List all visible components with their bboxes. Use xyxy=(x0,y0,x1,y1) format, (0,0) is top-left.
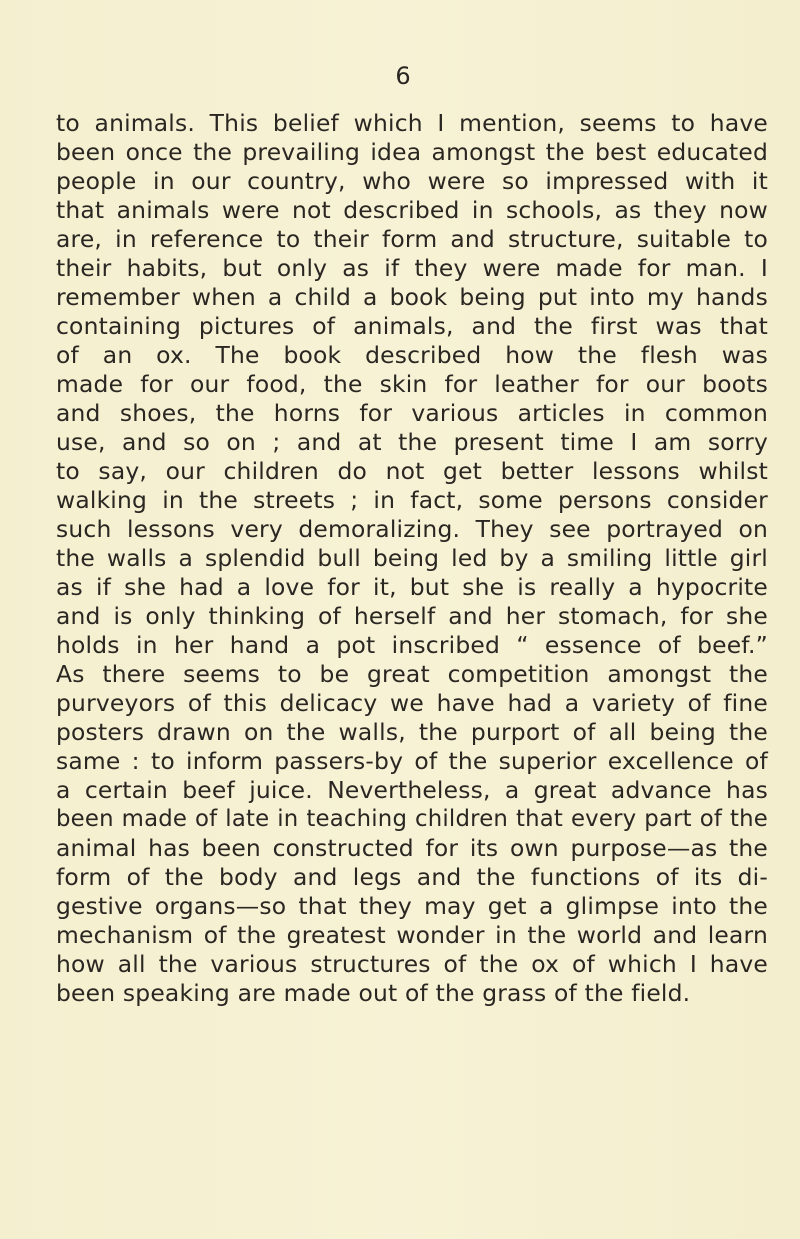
text-line: holds in her hand a pot inscribed “ essence of beef.” xyxy=(56,631,768,659)
body-text xyxy=(56,109,768,1008)
text-line: their habits, but only as if they were made for man. I xyxy=(56,254,768,282)
text-line: purveyors of this delicacy we have had a variety of fine xyxy=(56,689,768,717)
text-line: been made of late in teaching children that every part of the xyxy=(56,806,768,832)
text-line: made for our food, the skin for leather for our boots xyxy=(56,370,768,398)
text-line: of an ox. The book described how the flesh was xyxy=(56,341,768,369)
text-line: same : to inform passers-by of the superior excellence of xyxy=(56,747,768,775)
text-line: been once the prevailing idea amongst the best educated xyxy=(56,138,768,166)
text-line: such lessons very demoralizing. They see portrayed on xyxy=(56,515,768,543)
text-line: as if she had a love for it, but she is really a hypocrite xyxy=(56,573,768,601)
text-line: animal has been constructed for its own purpose—as the xyxy=(56,834,768,862)
text-line: how all the various structures of the ox of which I have xyxy=(56,950,768,978)
text-line: containing pictures of animals, and the first was that xyxy=(56,312,768,340)
text-line: gestive organs—so that they may get a glimpse into the xyxy=(56,892,768,920)
text-line: and is only thinking of herself and her stomach, for she xyxy=(56,602,768,630)
text-line: mechanism of the greatest wonder in the world and learn xyxy=(56,921,768,949)
text-line: are, in reference to their form and structure, suitable to xyxy=(56,225,768,253)
text-line: a certain beef juice. Nevertheless, a great advance has xyxy=(56,776,768,804)
page-number: 6 xyxy=(395,62,411,90)
text-line: remember when a child a book being put into my hands xyxy=(56,283,768,311)
text-line: the walls a splendid bull being led by a smiling little girl xyxy=(56,544,768,572)
text-line: people in our country, who were so impressed with it xyxy=(56,167,768,195)
text-line: form of the body and legs and the functions of its di- xyxy=(56,863,768,891)
text-line: that animals were not described in schools, as they now xyxy=(56,196,768,224)
text-line: walking in the streets ; in fact, some persons consider xyxy=(56,486,768,514)
text-line: use, and so on ; and at the present time I am sorry xyxy=(56,428,768,456)
text-line: to animals. This belief which I mention, seems to have xyxy=(56,109,768,137)
text-line: and shoes, the horns for various articles in common xyxy=(56,399,768,427)
text-line: to say, our children do not get better lessons whilst xyxy=(56,457,768,485)
text-line: posters drawn on the walls, the purport of all being the xyxy=(56,718,768,746)
text-line: As there seems to be great competition amongst the xyxy=(56,660,768,688)
text-line: been speaking are made out of the grass of the field. xyxy=(56,979,691,1007)
